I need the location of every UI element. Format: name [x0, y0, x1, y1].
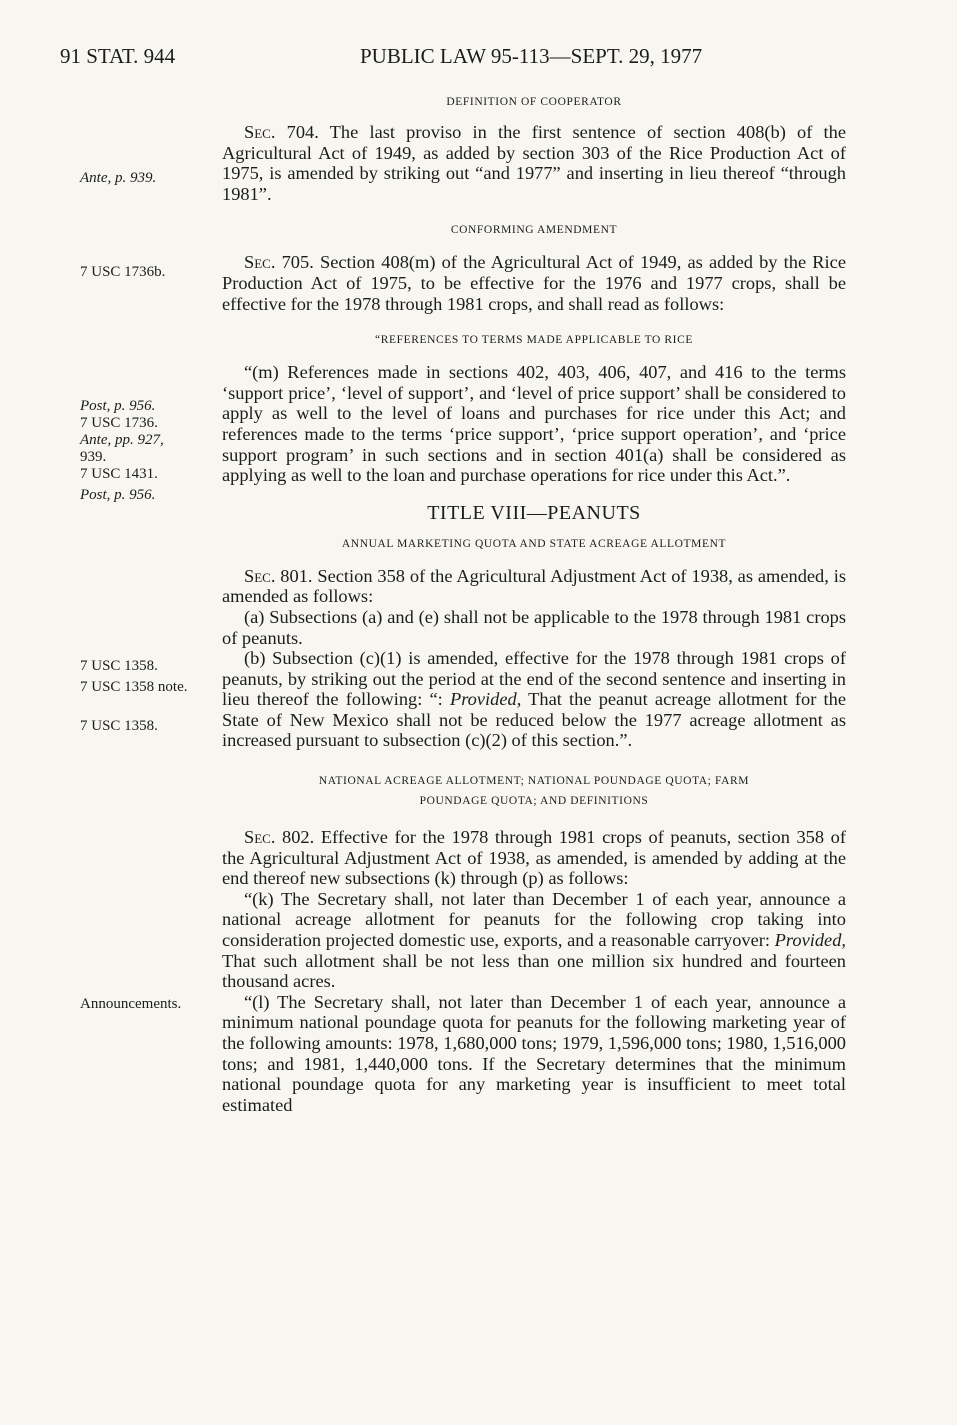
section-text: Effective for the 1978 through 1981 crops of peanuts, section 358 of the Agricultural Adjustment Act of 1938, as amended, is amended by adding at the end thereof new subsections (k) through (p) as follows:: [222, 827, 846, 889]
section-text: The last proviso in the first sentence of section 408(b) of the Agricultural Act of 1949, as added by section 303 of the Rice Production Act of 1975, is amended by striking out “and 1977” and inserting in lieu thereof “through 1981”.: [222, 122, 846, 204]
main-text-column: [222, 92, 846, 1115]
section-text: Section 358 of the Agricultural Adjustment Act of 1938, as amended, is amended as follows:: [222, 565, 846, 607]
margin-note-text: Post, p. 956.: [80, 398, 156, 414]
subsection-m: “(m) References made in sections 402, 403, 406, 407, and 416 to the terms ‘support price’, ‘level of support’, and ‘level of price support’ shall be considered to apply as well to the level of loans and purchases for rice under this Act; and references made to the terms ‘price support’, ‘price support operation’, and ‘price support program’ in such sections and in section 401(a) shall be considered as applying as well to the loan and purchase operations for rice under this Act.”.: [222, 362, 846, 486]
section-heading: NATIONAL ACREAGE ALLOTMENT; NATIONAL POUNDAGE QUOTA; FARM: [318, 775, 750, 788]
margin-note-group: [80, 658, 220, 696]
provided-word: Provided,: [774, 930, 846, 951]
section-label: Sec. 801.: [244, 565, 313, 586]
section-heading: POUNDAGE QUOTA; AND DEFINITIONS: [419, 795, 649, 808]
section-704: [222, 122, 846, 204]
margin-note-text: 7 USC 1358 note.: [80, 679, 188, 695]
section-label: Sec. 705.: [244, 252, 314, 273]
margin-note-text: Post, p. 956.: [80, 487, 156, 503]
margin-note-group: [80, 398, 220, 504]
subsection-text: That such allotment shall be not less than one million six hundred and fourteen thousand acres.: [222, 950, 846, 992]
subsection-a: (a) Subsections (a) and (e) shall not be applicable to the 1978 through 1981 crops of peanuts.: [222, 606, 846, 648]
margin-note-text: 7 USC 1358.: [80, 718, 158, 734]
subsection-l: “(l) The Secretary shall, not later than December 1 of each year, announce a minimum national poundage quota for peanuts for the following marketing year of the following amounts: 1978, 1,680,000 tons; 1979, 1,596,000 tons; 1980, 1,516,000 tons; and 1981, 1,440,000 tons. If the Secretary determines that the minimum national poundage quota for any marketing year is insufficient to meet total estimated: [222, 991, 846, 1115]
section-text: Section 408(m) of the Agricultural Act of 1949, as added by the Rice Production Act of 1975, to be effective for the 1976 and 1977 crops, shall be effective for the 1978 through 1981 crops, and shall read as follows:: [222, 252, 846, 314]
margin-note-text: Announcements.: [80, 996, 182, 1012]
title-heading: TITLE VIII—PEANUTS: [427, 501, 641, 524]
margin-note-text: Ante, p. 939.: [80, 170, 157, 186]
margin-note-text: 7 USC 1736.: [80, 415, 158, 431]
margin-note: [80, 264, 220, 281]
section-heading: “REFERENCES TO TERMS MADE APPLICABLE TO RICE: [375, 334, 693, 347]
page-header: [60, 44, 897, 74]
section-802: [222, 827, 846, 889]
section-801: [222, 566, 846, 607]
margin-note-text: 939.: [80, 449, 107, 465]
section-heading: DEFINITION OF COOPERATOR: [446, 96, 622, 108]
section-label: Sec. 802.: [244, 827, 315, 848]
margin-note-text: Ante, pp. 927,: [80, 432, 164, 448]
subsection-b: [222, 648, 846, 751]
subsection-text: That the peanut acreage allotment for the State of New Mexico shall not be reduced below the 1977 acreage allotment as increased pursuant to subsection (c)(2) of this section.”.: [222, 689, 846, 751]
subsection-text: (b) Subsection (c)(1) is amended, effective for the 1978 through 1981 crops of peanuts, by striking out the period at the end of the second sentence and inserting in lieu thereof the following: “:: [222, 648, 846, 710]
provided-word: Provided,: [449, 689, 522, 710]
margin-note: [80, 996, 220, 1013]
section-heading: CONFORMING AMENDMENT: [450, 224, 618, 237]
section-heading: ANNUAL MARKETING QUOTA AND STATE ACREAGE ALLOTMENT: [341, 537, 727, 550]
section-label: Sec. 704.: [244, 122, 319, 142]
subsection-text: “(k) The Secretary shall, not later than December 1 of each year, announce a national acreage allotment for peanuts for the following crop taking into consideration projected domestic use, exports, and a reasonable carryover:: [222, 888, 846, 951]
section-705: [222, 252, 846, 314]
public-law-title: PUBLIC LAW 95-113—SEPT. 29, 1977: [360, 44, 703, 68]
statute-page-number: 91 STAT. 944: [60, 44, 176, 68]
margin-note: [80, 718, 220, 735]
margin-note-text: 7 USC 1358.: [80, 658, 158, 674]
margin-note: [80, 170, 220, 187]
subsection-k: [222, 889, 846, 992]
margin-note-text: 7 USC 1431.: [80, 466, 158, 482]
margin-note-text: 7 USC 1736b.: [80, 264, 166, 280]
